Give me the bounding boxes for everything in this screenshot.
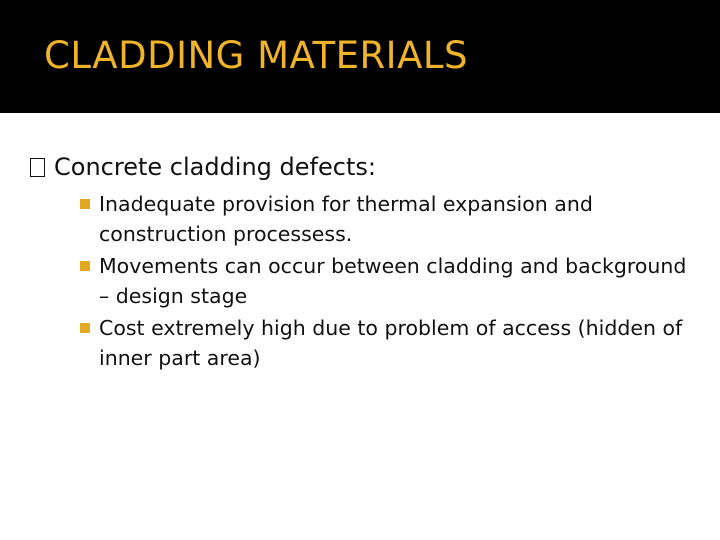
sub-bullet-item [28, 189, 688, 249]
box-glyph-icon [30, 158, 45, 177]
square-bullet-icon [80, 261, 90, 271]
sub-bullet-text: Cost extremely high due to problem of access (hidden of inner part area) [99, 316, 683, 370]
square-bullet-icon [80, 199, 90, 209]
sub-bullet-list [28, 189, 688, 373]
sub-bullet-item [28, 313, 688, 373]
bullet-heading [28, 150, 688, 184]
bullet-heading-text: Concrete cladding defects: [54, 153, 376, 181]
sub-bullet-text: Movements can occur between cladding and background – design stage [99, 254, 687, 308]
title-bar [0, 0, 720, 113]
slide-title: CLADDING MATERIALS [44, 34, 468, 77]
sub-bullet-item [28, 251, 688, 311]
square-bullet-icon [80, 323, 90, 333]
sub-bullet-text: Inadequate provision for thermal expansion and construction processess. [99, 192, 593, 246]
slide-content [28, 150, 688, 375]
